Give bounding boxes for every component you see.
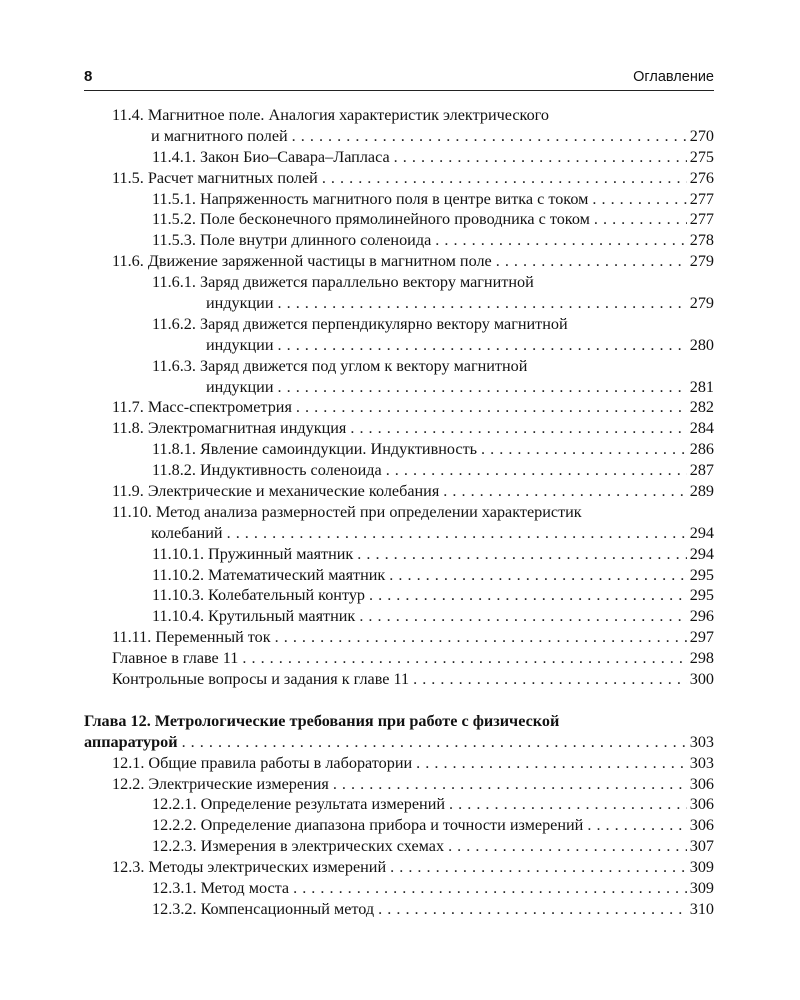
toc-entry-11-10-1[interactable] xyxy=(84,544,714,565)
chapter-title: аппаратурой xyxy=(84,732,178,751)
leader-dots xyxy=(449,794,687,815)
toc-entry-12-3-2[interactable] xyxy=(84,899,714,920)
toc-entry-11-6[interactable] xyxy=(84,251,714,272)
toc-page-number: 296 xyxy=(689,607,714,626)
toc-page-number: 289 xyxy=(689,482,714,501)
toc-entry-title: 11.5.3. Поле внутри длинного соленоида xyxy=(152,231,432,250)
toc-page-number: 307 xyxy=(689,837,714,856)
leader-dots xyxy=(386,460,687,481)
leader-dots xyxy=(227,523,687,544)
toc-entry-11-10-3[interactable] xyxy=(84,585,714,606)
toc-entry-12-3-1[interactable] xyxy=(84,878,714,899)
toc-entry-title: 11.9. Электрические и механические колебания xyxy=(112,482,440,501)
toc-page-number: 295 xyxy=(689,586,714,605)
toc-entry-11-8[interactable] xyxy=(84,418,714,439)
leader-dots xyxy=(443,481,686,502)
toc-entry-11-5-1[interactable] xyxy=(84,189,714,210)
toc-entry-11-9[interactable] xyxy=(84,481,714,502)
toc-page-number: 294 xyxy=(689,523,714,542)
toc-entry-title: 12.2.3. Измерения в электрических схемах xyxy=(152,837,445,856)
toc-entry-11-11[interactable] xyxy=(84,627,714,648)
toc-page-number: 306 xyxy=(689,816,714,835)
toc-entry-title: 11.6.1. Заряд движется параллельно вектору магнитной xyxy=(152,273,534,292)
toc-entry-title: 11.5.1. Напряженность магнитного поля в центре витка с током xyxy=(152,189,589,208)
toc-entry-12-1[interactable] xyxy=(84,753,714,774)
toc-entry-11-8-1[interactable] xyxy=(84,439,714,460)
toc-page-number: 278 xyxy=(689,231,714,250)
toc-entry-12-2-3[interactable] xyxy=(84,836,714,857)
leader-dots xyxy=(448,836,687,857)
toc-entry-title: Главное в главе 11 xyxy=(112,649,239,668)
toc-page-number: 309 xyxy=(689,878,714,897)
toc-entry-title: 12.2.2. Определение диапазона прибора и точности измерений xyxy=(152,816,584,835)
toc-entry-11-8-2[interactable] xyxy=(84,460,714,481)
leader-dots xyxy=(413,669,687,690)
leader-dots xyxy=(293,878,687,899)
toc-page-number: 284 xyxy=(689,419,714,438)
toc-entry-11-6-2-cont[interactable] xyxy=(84,335,714,356)
leader-dots xyxy=(322,168,687,189)
toc-entry-title: индукции xyxy=(206,294,274,313)
leader-dots xyxy=(390,857,687,878)
toc-entry-title: 11.5.2. Поле бесконечного прямолинейного проводника с током xyxy=(152,210,590,229)
chapter-title: Глава 12. Метрологические требования при работе с физической xyxy=(84,711,560,730)
leader-dots xyxy=(378,899,687,920)
toc-entry-11-4[interactable] xyxy=(84,105,714,126)
leader-dots xyxy=(416,753,687,774)
leader-dots xyxy=(278,377,687,398)
toc-entry-title: 12.3. Методы электрических измерений xyxy=(112,858,387,877)
toc-entry-11-5[interactable] xyxy=(84,168,714,189)
toc-entry-title: 11.7. Масс-спектрометрия xyxy=(112,398,292,417)
toc-page-number: 306 xyxy=(689,774,714,793)
toc-page-number: 279 xyxy=(689,252,714,271)
leader-dots xyxy=(359,606,686,627)
page-header xyxy=(84,66,714,91)
leader-dots xyxy=(278,335,687,356)
toc-entry-12-3[interactable] xyxy=(84,857,714,878)
leader-dots xyxy=(496,251,687,272)
toc-page-number: 294 xyxy=(689,544,714,563)
toc-entry-11-6-3[interactable] xyxy=(84,356,714,377)
toc-entry-title: 11.4. Магнитное поле. Аналогия характеристик электрического xyxy=(112,106,549,124)
toc-page-number: 309 xyxy=(689,858,714,877)
toc-entry-12-2-2[interactable] xyxy=(84,815,714,836)
toc-page-number: 286 xyxy=(689,440,714,459)
toc-entry-11-6-3-cont[interactable] xyxy=(84,377,714,398)
leader-dots xyxy=(435,230,686,251)
leader-dots xyxy=(369,585,687,606)
leader-dots xyxy=(275,627,687,648)
toc-page-number: 295 xyxy=(689,565,714,584)
running-head: Оглавление xyxy=(633,69,714,85)
toc-page-number: 270 xyxy=(689,126,714,145)
toc-entry-11-6-1-cont[interactable] xyxy=(84,293,714,314)
toc-page-number: 306 xyxy=(689,795,714,814)
leader-dots xyxy=(242,648,686,669)
leader-dots xyxy=(594,209,687,230)
toc-entry-12-2-1[interactable] xyxy=(84,794,714,815)
toc-page-number: 287 xyxy=(689,461,714,480)
toc-page-number: 276 xyxy=(689,168,714,187)
leader-dots xyxy=(394,147,687,168)
toc-entry-11-10-2[interactable] xyxy=(84,565,714,586)
toc-page-number: 277 xyxy=(689,210,714,229)
toc-entry-11-6-1[interactable] xyxy=(84,272,714,293)
toc-entry-11-4-cont[interactable] xyxy=(84,126,714,147)
toc-entry-title: 11.10.2. Математический маятник xyxy=(152,565,386,584)
toc-entry-title: 11.11. Переменный ток xyxy=(112,628,271,647)
toc-entry-11-5-3[interactable] xyxy=(84,230,714,251)
toc-page-number: 298 xyxy=(689,649,714,668)
toc-entry-11-10[interactable] xyxy=(84,502,714,523)
leader-dots xyxy=(389,565,686,586)
toc-entry-title: 11.10. Метод анализа размерностей при определении характеристик xyxy=(112,502,582,521)
toc-page-number: 280 xyxy=(689,335,714,354)
toc-entry-title: и магнитного полей xyxy=(151,126,288,145)
toc-page-number: 275 xyxy=(689,147,714,166)
page-number: 8 xyxy=(84,68,93,85)
leader-dots xyxy=(587,815,686,836)
leader-dots xyxy=(278,293,687,314)
toc-entry-title: 12.3.1. Метод моста xyxy=(152,878,290,897)
table-of-contents xyxy=(84,105,714,920)
leader-dots xyxy=(350,418,686,439)
toc-entry-questions-ch11[interactable] xyxy=(84,669,714,690)
toc-entry-11-5-2[interactable] xyxy=(84,209,714,230)
toc-entry-title: колебаний xyxy=(151,523,223,542)
toc-entry-11-10-cont[interactable] xyxy=(84,523,714,544)
toc-entry-title: Контрольные вопросы и задания к главе 11 xyxy=(112,670,410,689)
leader-dots xyxy=(292,126,687,147)
toc-entry-title: 12.1. Общие правила работы в лаборатории xyxy=(112,753,413,772)
toc-page-number: 277 xyxy=(689,189,714,208)
section-gap xyxy=(84,690,714,711)
toc-entry-title: 11.8.1. Явление самоиндукции. Индуктивность xyxy=(152,440,478,459)
toc-entry-title: 12.2. Электрические измерения xyxy=(112,774,329,793)
toc-entry-11-10-4[interactable] xyxy=(84,606,714,627)
toc-page-number: 281 xyxy=(689,377,714,396)
toc-entry-title: 11.5. Расчет магнитных полей xyxy=(112,168,318,187)
toc-entry-title: 11.6. Движение заряженной частицы в магнитном поле xyxy=(112,252,492,271)
toc-entry-title: 11.4.1. Закон Био–Савара–Лапласа xyxy=(152,147,390,166)
toc-entry-12-2[interactable] xyxy=(84,774,714,795)
toc-entry-title: индукции xyxy=(206,377,274,396)
toc-entry-title: 11.6.2. Заряд движется перпендикулярно вектору магнитной xyxy=(152,314,568,333)
toc-page-number: 303 xyxy=(689,732,714,751)
toc-page-number: 282 xyxy=(689,398,714,417)
leader-dots xyxy=(481,439,687,460)
toc-entry-title: 12.2.1. Определение результата измерений xyxy=(152,795,446,814)
toc-entry-title: 11.6.3. Заряд движется под углом к вектору магнитной xyxy=(152,356,528,375)
toc-entry-chapter-12-cont[interactable] xyxy=(84,732,714,753)
toc-entry-title: 11.10.1. Пружинный маятник xyxy=(152,544,354,563)
leader-dots xyxy=(182,732,687,753)
toc-entry-title: 11.10.3. Колебательный контур xyxy=(152,586,366,605)
toc-entry-11-6-2[interactable] xyxy=(84,314,714,335)
toc-page-number: 303 xyxy=(689,753,714,772)
leader-dots xyxy=(333,774,687,795)
toc-page-number: 310 xyxy=(689,899,714,918)
toc-page-number: 279 xyxy=(689,294,714,313)
toc-entry-title: 11.8. Электромагнитная индукция xyxy=(112,419,347,438)
toc-page-number: 297 xyxy=(689,628,714,647)
toc-entry-11-7[interactable] xyxy=(84,397,714,418)
toc-entry-title: 11.8.2. Индуктивность соленоида xyxy=(152,461,382,480)
leader-dots xyxy=(357,544,686,565)
toc-entry-chapter-12[interactable] xyxy=(84,711,714,732)
toc-page-number: 300 xyxy=(689,670,714,689)
leader-dots xyxy=(296,397,687,418)
toc-entry-main-ch11[interactable] xyxy=(84,648,714,669)
leader-dots xyxy=(592,189,686,210)
toc-entry-title: индукции xyxy=(206,335,274,354)
toc-entry-title: 11.10.4. Крутильный маятник xyxy=(152,607,356,626)
toc-entry-title: 12.3.2. Компенсационный метод xyxy=(152,899,375,918)
toc-entry-11-4-1[interactable] xyxy=(84,147,714,168)
